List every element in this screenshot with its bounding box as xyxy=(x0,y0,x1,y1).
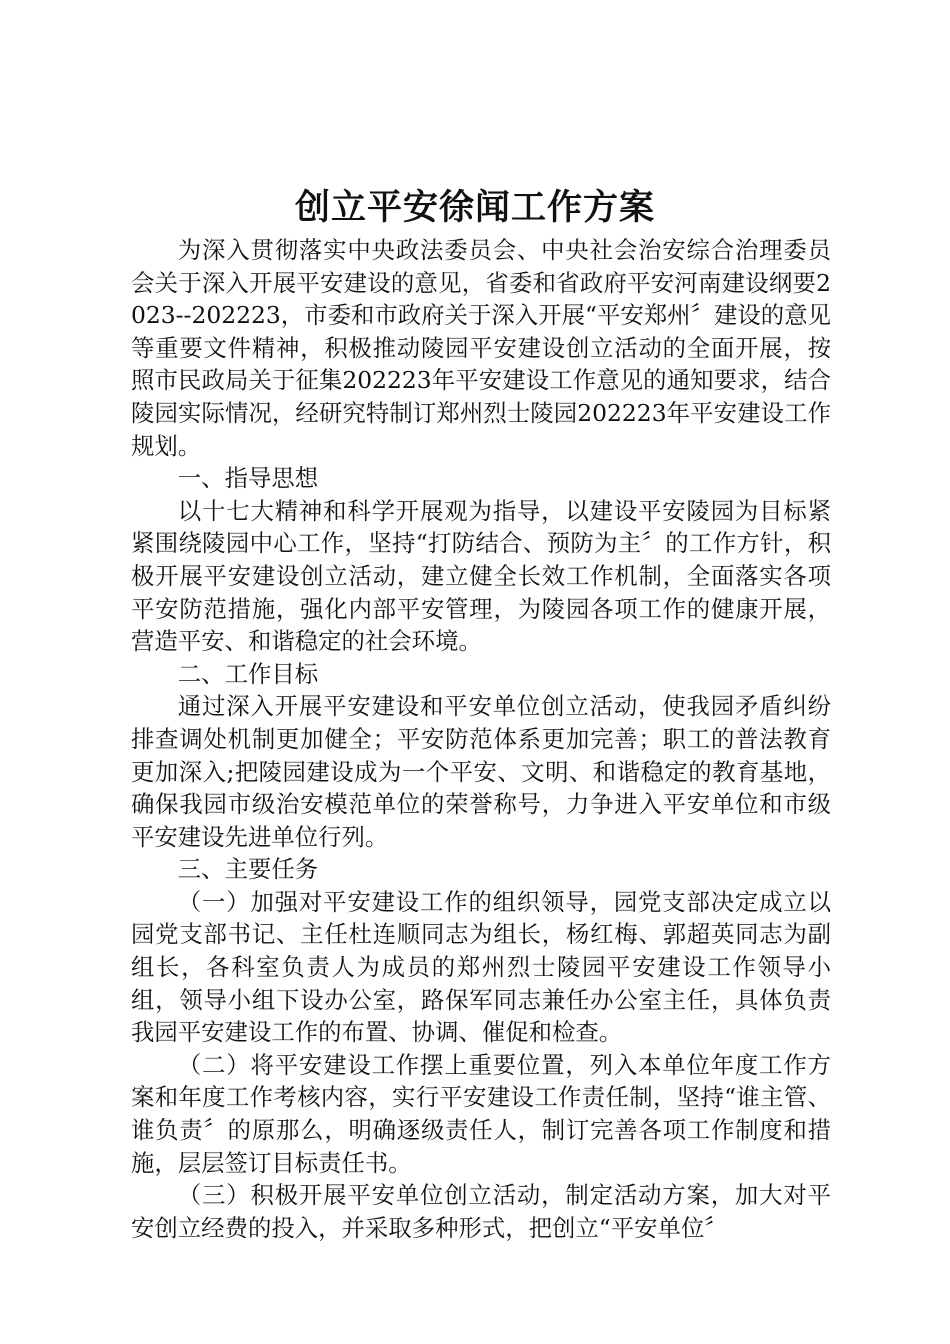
guiding-ideology-paragraph: 以十七大精神和科学开展观为指导，以建设平安陵园为目标紧紧围绕陵园中心工作，坚持“打防结合、预防为主〞的工作方针，积极开展平安建设创立活动，建立健全长效工作机制，全面落实各项平安防范措施，强化内部平安管理，为陵园各项工作的健康开展，营造平安、和谐稳定的社会环境。 xyxy=(131,496,831,656)
section-heading-main-tasks: 三、主要任务 xyxy=(177,855,319,884)
task-item-3-paragraph: （三）积极开展平安单位创立活动，制定活动方案，加大对平安创立经费的投入，并采取多种形式，把创立“平安单位〞 xyxy=(131,1181,831,1242)
work-goals-paragraph: 通过深入开展平安建设和平安单位创立活动，使我园矛盾纠纷排查调处机制更加健全；平安防范体系更加完善；职工的普法教育更加深入;把陵园建设成为一个平安、文明、和谐稳定的教育基地，确保我园市级治安模范单位的荣誉称号，力争进入平安单位和市级平安建设先进单位行列。 xyxy=(131,692,831,851)
intro-paragraph: 为深入贯彻落实中央政法委员会、中央社会治安综合治理委员会关于深入开展平安建设的意见，省委和省政府平安河南建设纲要2023--202223，市委和市政府关于深入开展“平安郑州〞建设的意见等重要文件精神，积极推动陵园平安建设创立活动的全面开展，按照市民政局关于征集202223年平安建设工作意见的通知要求，结合陵园实际情况，经研究特制订郑州烈士陵园202223年平安建设工作规划。 xyxy=(131,236,831,460)
task-item-1-paragraph: （一）加强对平安建设工作的组织领导，园党支部决定成立以园党支部书记、主任杜连顺同志为组长，杨红梅、郭超英同志为副组长，各科室负责人为成员的郑州烈士陵园平安建设工作领导小组，领导小组下设办公室，路保军同志兼任办公室主任，具体负责我园平安建设工作的布置、协调、催促和检查。 xyxy=(131,887,831,1047)
task-item-2-paragraph: （二）将平安建设工作摆上重要位置，列入本单位年度工作方案和年度工作考核内容，实行平安建设工作责任制，坚持“谁主管、谁负责〞的原那么，明确逐级责任人，制订完善各项工作制度和措施，层层签订目标责任书。 xyxy=(131,1050,831,1177)
document-body xyxy=(131,234,831,1244)
document-title: 创立平安徐闻工作方案 xyxy=(294,187,655,228)
section-heading-work-goals: 二、工作目标 xyxy=(177,659,319,688)
section-heading-guiding-ideology: 一、指导思想 xyxy=(177,464,319,493)
